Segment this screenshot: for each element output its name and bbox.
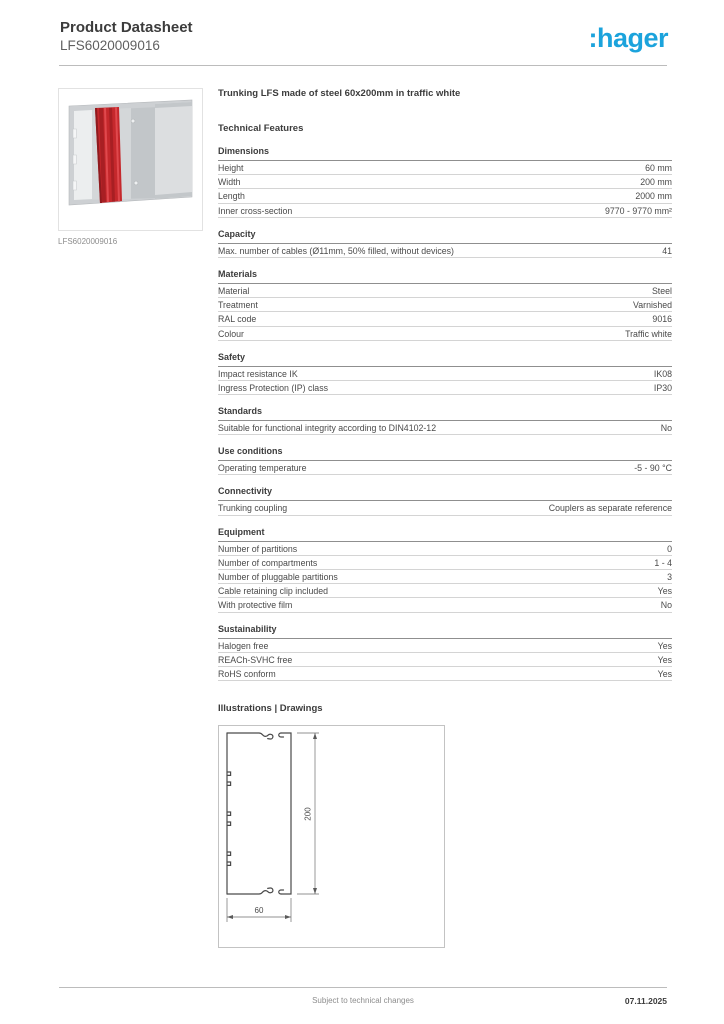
- section-heading: Safety: [218, 352, 672, 367]
- spec-row: [218, 421, 672, 435]
- spec-section: [218, 446, 672, 475]
- spec-section: [218, 486, 672, 515]
- spec-label: With protective film: [218, 600, 293, 611]
- spec-value: Yes: [657, 654, 672, 665]
- spec-section: [218, 229, 672, 258]
- hager-logo: :hager: [588, 23, 668, 53]
- spec-row: [218, 175, 672, 189]
- spec-section: [218, 352, 672, 395]
- spec-value: IP30: [653, 382, 672, 393]
- tech-sections: [218, 146, 672, 681]
- spec-label: Colour: [218, 328, 244, 339]
- image-caption: LFS6020009016: [58, 237, 118, 246]
- spec-label: Suitable for functional integrity according to DIN4102-12: [218, 423, 437, 434]
- spec-value: 200 mm: [640, 177, 672, 188]
- spec-section: [218, 406, 672, 435]
- spec-value: 0: [667, 543, 672, 554]
- spec-value: Steel: [651, 285, 672, 296]
- spec-label: Max. number of cables (Ø11mm, 50% filled, without devices): [218, 245, 454, 256]
- spec-row: [218, 244, 672, 258]
- spec-row: [218, 667, 672, 681]
- spec-row: [218, 204, 672, 218]
- trunking-photo-graphic: [59, 89, 202, 230]
- section-heading: Connectivity: [218, 486, 672, 501]
- spec-label: Treatment: [218, 300, 258, 311]
- spec-label: Halogen free: [218, 640, 269, 651]
- spec-value: 41: [662, 245, 672, 256]
- section-heading: Materials: [218, 269, 672, 284]
- spec-label: Length: [218, 191, 245, 202]
- spec-row: [218, 501, 672, 515]
- spec-section: [218, 624, 672, 682]
- spec-row: [218, 327, 672, 341]
- product-title: Trunking LFS made of steel 60x200mm in traffic white: [218, 88, 461, 99]
- spec-value: -5 - 90 °C: [634, 463, 672, 474]
- section-heading: Dimensions: [218, 146, 672, 161]
- footer-date: 07.11.2025: [624, 996, 667, 1006]
- spec-value: No: [660, 423, 672, 434]
- page-footer: [59, 987, 667, 1005]
- spec-label: Cable retaining clip included: [218, 586, 329, 597]
- spec-row: [218, 161, 672, 175]
- spec-value: 3: [667, 572, 672, 582]
- content-area: [0, 66, 724, 948]
- dimension-drawing: [218, 725, 445, 948]
- page-header: [0, 0, 724, 55]
- spec-row: [218, 570, 672, 584]
- spec-section: [218, 269, 672, 341]
- spec-section: [218, 527, 672, 613]
- spec-label: Trunking coupling: [218, 503, 288, 514]
- spec-label: Number of partitions: [218, 543, 298, 554]
- section-heading: Equipment: [218, 527, 672, 542]
- spec-row: [218, 312, 672, 326]
- spec-row: [218, 556, 672, 570]
- technical-features-heading: Technical Features: [218, 123, 304, 134]
- spec-label: Impact resistance IK: [218, 368, 298, 379]
- spec-row: [218, 298, 672, 312]
- footer-note: Subject to technical changes: [312, 996, 414, 1005]
- drawing-height-label: 200: [303, 807, 313, 821]
- section-heading: Standards: [218, 406, 672, 421]
- spec-row: [218, 639, 672, 653]
- drawing-width-label: 60: [254, 906, 264, 916]
- spec-value: 9016: [652, 314, 672, 325]
- spec-value: Couplers as separate reference: [548, 503, 672, 514]
- spec-value: No: [660, 600, 672, 611]
- spec-row: [218, 598, 672, 612]
- spec-label: REACh-SVHC free: [218, 654, 293, 665]
- spec-label: Height: [218, 163, 244, 173]
- spec-row: [218, 284, 672, 298]
- spec-row: [218, 381, 672, 395]
- spec-section: [218, 146, 672, 218]
- page-title: Product Datasheet: [60, 19, 193, 36]
- spec-value: IK08: [653, 368, 672, 379]
- spec-row: [218, 542, 672, 556]
- spec-label: Inner cross-section: [218, 205, 293, 216]
- spec-value: Traffic white: [625, 328, 672, 339]
- spec-value: 2000 mm: [635, 191, 672, 202]
- spec-row: [218, 367, 672, 381]
- main-column: [218, 88, 672, 948]
- section-heading: Use conditions: [218, 446, 672, 461]
- spec-value: 9770 - 9770 mm²: [605, 205, 672, 216]
- spec-label: RAL code: [218, 314, 257, 325]
- spec-value: Varnished: [633, 300, 672, 311]
- spec-label: Ingress Protection (IP) class: [218, 382, 328, 393]
- illustrations-heading: Illustrations | Drawings: [218, 703, 323, 715]
- spec-label: Operating temperature: [218, 463, 307, 474]
- spec-value: 1 - 4: [654, 557, 672, 568]
- spec-value: Yes: [657, 640, 672, 651]
- spec-value: Yes: [657, 586, 672, 597]
- product-image-column: [58, 88, 203, 246]
- product-reference: LFS6020009016: [60, 38, 160, 53]
- spec-label: RoHS conform: [218, 668, 276, 679]
- spec-label: Width: [218, 177, 241, 188]
- spec-label: Number of pluggable partitions: [218, 572, 338, 582]
- spec-row: [218, 584, 672, 598]
- section-heading: Sustainability: [218, 624, 672, 639]
- section-heading: Capacity: [218, 229, 672, 244]
- cross-section-drawing-graphic: [219, 726, 444, 947]
- spec-value: Yes: [657, 668, 672, 679]
- product-image: [58, 88, 203, 231]
- spec-row: [218, 189, 672, 203]
- spec-label: Material: [218, 285, 250, 296]
- spec-row: [218, 653, 672, 667]
- spec-row: [218, 461, 672, 475]
- spec-value: 60 mm: [645, 163, 672, 173]
- header-title-block: [60, 18, 193, 55]
- spec-label: Number of compartments: [218, 557, 318, 568]
